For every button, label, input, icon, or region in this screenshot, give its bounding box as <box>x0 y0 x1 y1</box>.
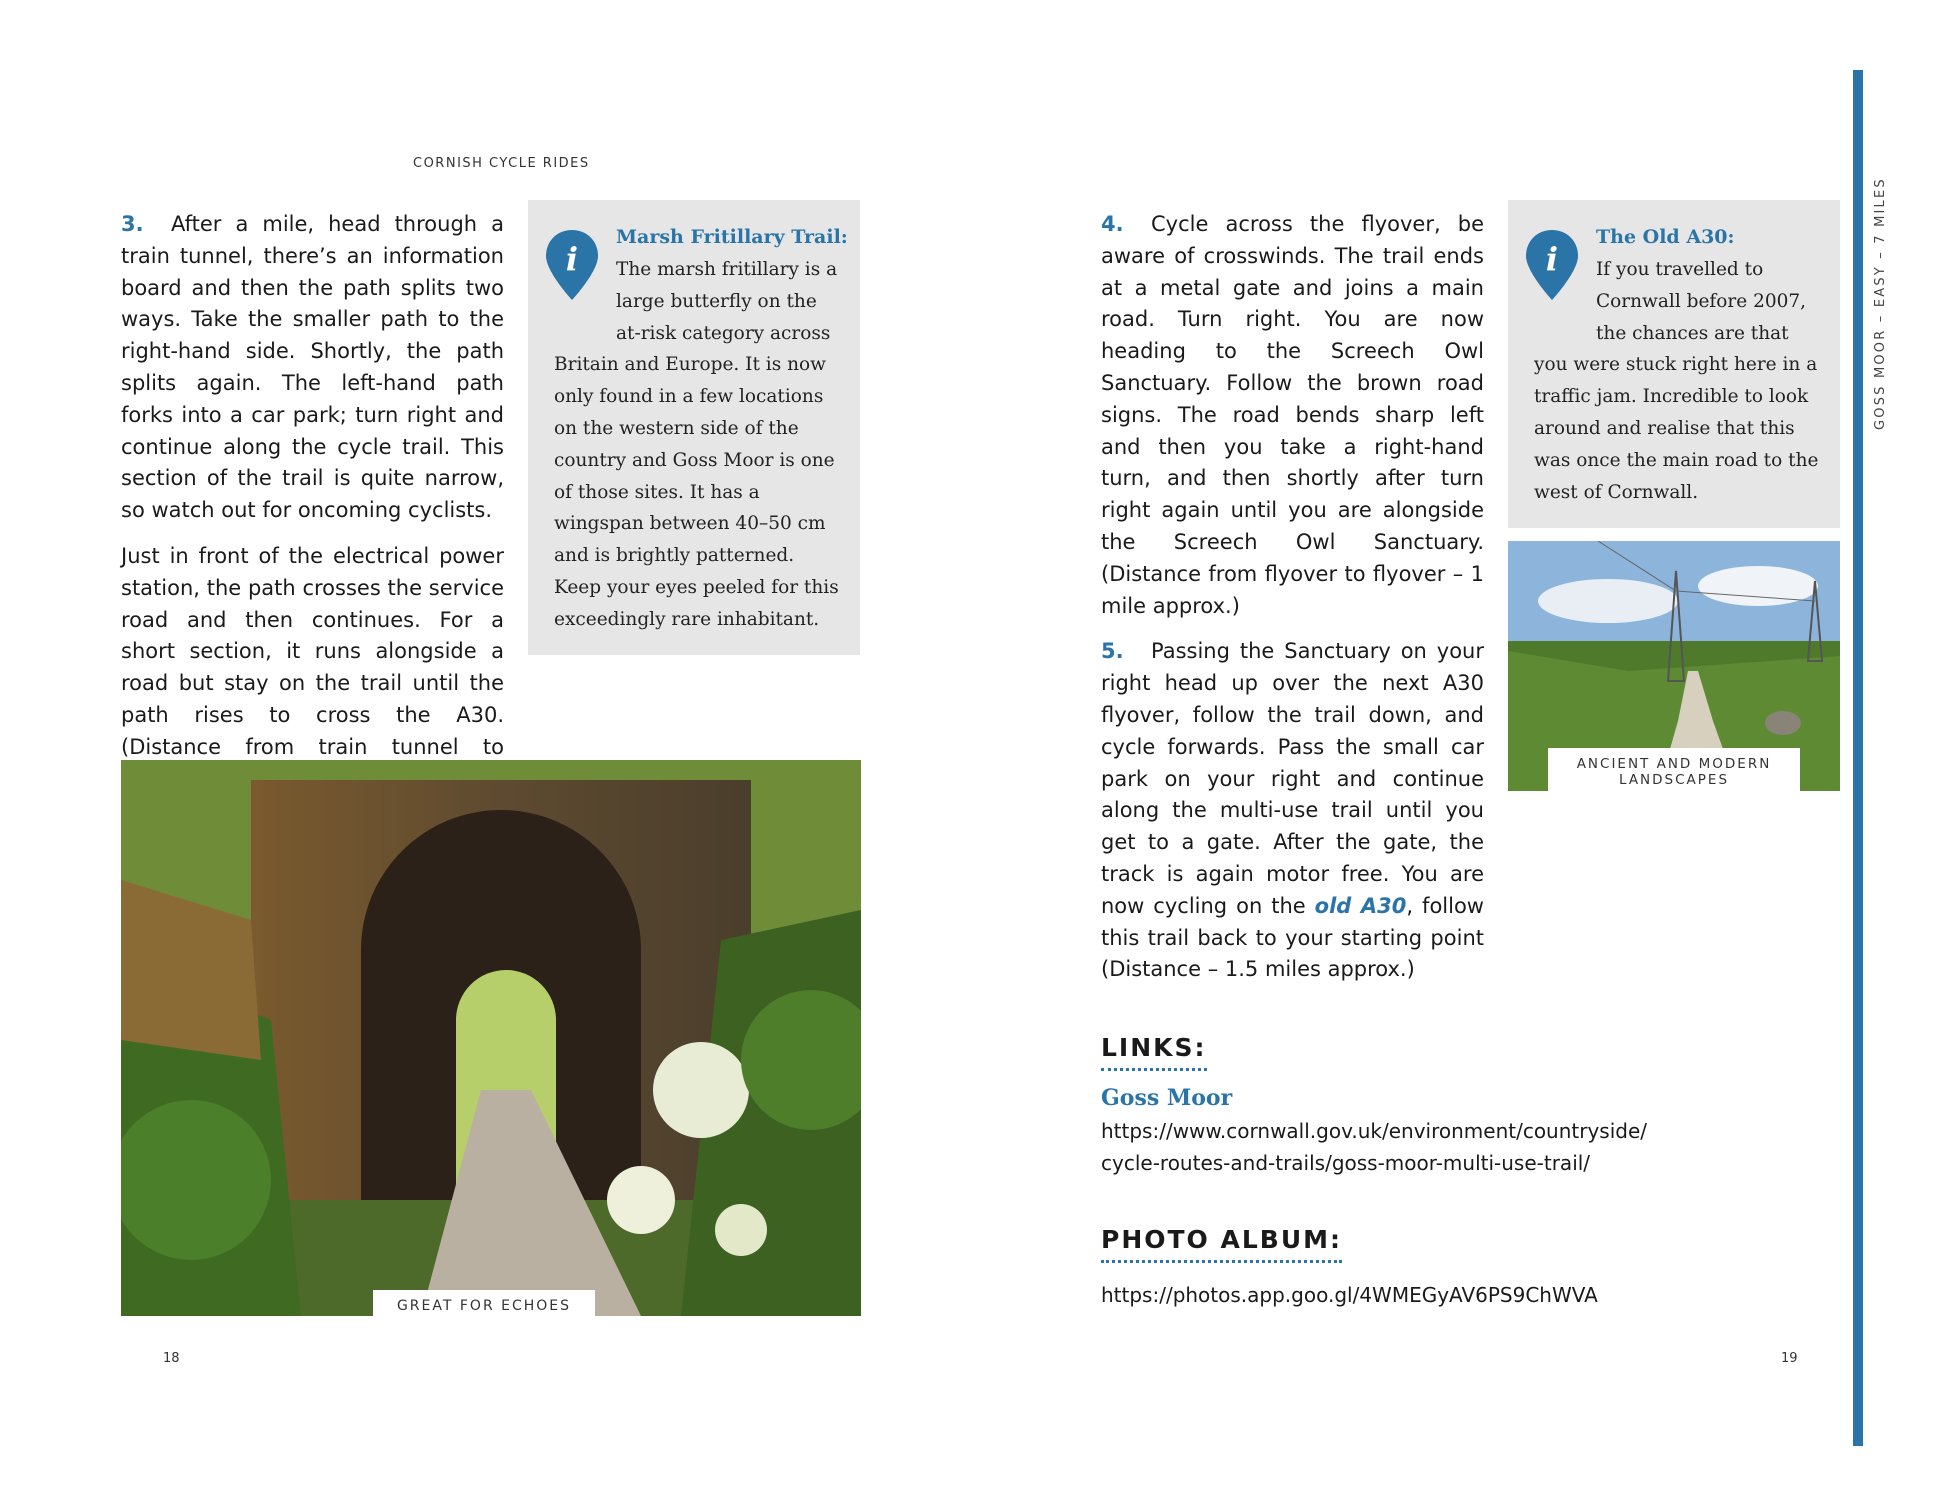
info-box-title: The Old A30: <box>1596 226 1735 248</box>
tunnel-photo-illustration <box>121 760 861 1316</box>
links-heading: LINKS: <box>1101 1033 1207 1071</box>
info-box-body: The marsh fritillary is a large butterfly on the at-risk category across Britain and Europe. It is now only found in a few locations on the western side of the country and Goss Moor is one of those sites. It has a wingspan between 40–50 cm and is brightly patterned. Keep your eyes peeled for this exceedingly rare inhabitant. <box>554 259 839 630</box>
tunnel-photo <box>121 760 861 1316</box>
tunnel-photo-caption: GREAT FOR ECHOES <box>373 1290 595 1316</box>
step-4-number: 4. <box>1101 212 1124 236</box>
info-box-text <box>1534 254 1824 508</box>
info-box-body: If you travelled to Cornwall before 2007, the chances are that you were stuck right here in a traffic jam. Incredible to look around and realise that this was once the main road to the west of Cornwall. <box>1534 259 1819 503</box>
goss-moor-url-line-1[interactable]: https://www.cornwall.gov.uk/environment/countryside/ <box>1101 1119 1648 1143</box>
info-box-old-a30 <box>1508 200 1840 528</box>
photo-album-url[interactable]: https://photos.app.goo.gl/4WMEGyAV6PS9ChWVA <box>1101 1283 1598 1307</box>
step-3-text: After a mile, head through a train tunnel, there’s an information board and then the path splits two ways. Take the smaller path to the right-hand side. Shortly, the path splits again. The left-hand path forks into a car park; turn right and continue along the cycle trail. This section of the trail is quite narrow, so watch out for oncoming cyclists. <box>121 212 504 523</box>
goss-moor-link-title[interactable]: Goss Moor <box>1101 1085 1233 1111</box>
side-tab-label: GOSS MOOR – EASY – 7 MILES <box>1873 177 1888 430</box>
step-5-paragraph <box>1101 636 1484 986</box>
step-4-paragraph <box>1101 209 1484 986</box>
svg-text:i: i <box>565 240 579 278</box>
photo-album-heading: PHOTO ALBUM: <box>1101 1225 1342 1263</box>
running-head: CORNISH CYCLE RIDES <box>413 156 590 171</box>
page-number-left: 18 <box>163 1351 180 1366</box>
side-tab-bar <box>1853 70 1863 1446</box>
old-a30-highlight: old A30 <box>1314 893 1407 918</box>
step-4-text: Cycle across the flyover, be aware of crosswinds. The trail ends at a metal gate and joins a main road. Turn right. You are now heading to the Screech Owl Sanctuary. Follow the brown road signs. The road bends sharp left and then you take a right-hand turn, and then shortly after turn right again until you are alongside the Screech Owl Sanctuary. (Distance from flyover to flyover – 1 mile approx.) <box>1101 212 1484 618</box>
step-3-paragraph <box>121 209 504 795</box>
info-box-text <box>554 254 844 636</box>
photo-album-section <box>1101 1225 1661 1311</box>
step-5-number: 5. <box>1101 639 1124 664</box>
links-section <box>1101 1033 1661 1179</box>
page-number-right: 19 <box>1781 1351 1798 1366</box>
pylon-photo <box>1508 541 1840 791</box>
step-3-number: 3. <box>121 212 144 236</box>
svg-text:i: i <box>1545 240 1559 278</box>
step-5-text-a: Passing the Sanctuary on your right head up over the next A30 flyover, follow the trail down, and cycle forwards. Pass the small car park on your right and continue along the multi-use trail until you get to a gate. After the gate, the track is again motor free. You are now cycling on the <box>1101 639 1484 918</box>
step-5-text-b: , follow this trail back to your starting point (Distance – 1.5 miles approx.) <box>1101 893 1484 982</box>
goss-moor-url-line-2[interactable]: cycle-routes-and-trails/goss-moor-multi-use-trail/ <box>1101 1151 1591 1175</box>
step-3-continuation: Just in front of the electrical power station, the path crosses the service road and then continues. For a short section, it runs alongside a road but stay on the trail until the path rises to cross the A30. (Distance from train tunnel to <box>121 543 504 759</box>
info-box-marsh-fritillary <box>528 200 860 655</box>
info-box-title: Marsh Fritillary Trail: <box>616 226 848 248</box>
pylon-photo-caption: ANCIENT AND MODERN LANDSCAPES <box>1548 748 1800 791</box>
